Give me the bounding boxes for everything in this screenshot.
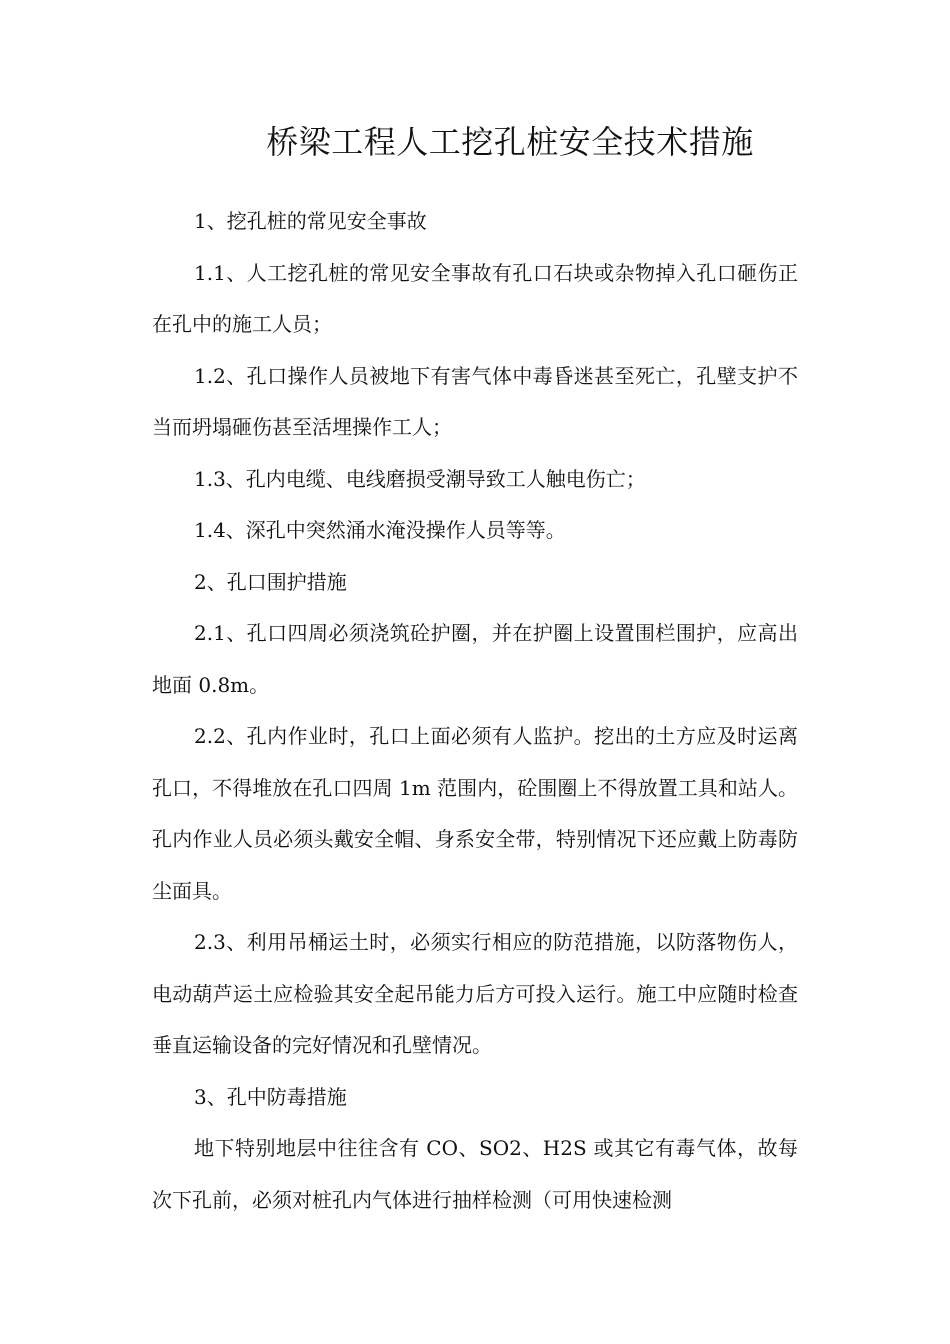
paragraph-2-3: 2.3、利用吊桶运土时，必须实行相应的防范措施，以防落物伤人，电动葫芦运土应检验其安全起吊能力后方可投入运行。施工中应随时检查垂直运输设备的完好情况和孔壁情况。: [152, 930, 798, 1057]
paragraph-1-3: 1.3、孔内电缆、电线磨损受潮导致工人触电伤亡；: [194, 466, 646, 491]
document-title: 桥梁工程人工挖孔桩安全技术措施: [266, 123, 754, 161]
paragraph-2-2: 2.2、孔内作业时，孔口上面必须有人监护。挖出的土方应及时运离孔口，不得堆放在孔口四周 1m 范围内，砼围圈上不得放置工具和站人。孔内作业人员必须头戴安全帽、身系安全带，特别情况下还应戴上防毒防尘面具。: [152, 724, 798, 903]
paragraph-1-4: 1.4、深孔中突然涌水淹没操作人员等等。: [194, 518, 566, 542]
paragraph-section-1-heading: 1、挖孔桩的常见安全事故: [194, 209, 427, 233]
paragraph-2-1: 2.1、孔口四周必须浇筑砼护圈，并在护圈上设置围栏围护，应高出地面 0.8m。: [152, 621, 798, 697]
paragraph-section-2-heading: 2、孔口围护措施: [194, 569, 347, 594]
document-body: [152, 196, 798, 1226]
paragraph-3-intro: 地下特别地层中往往含有 CO、SO2、H2S 或其它有毒气体，故每次下孔前，必须对桩孔内气体进行抽样检测（可用快速检测: [152, 1136, 798, 1212]
paragraph-1-2: 1.2、孔口操作人员被地下有害气体中毒昏迷甚至死亡，孔壁支护不当而坍塌砸伤甚至活埋操作工人；: [152, 363, 798, 439]
paragraph-1-1: 1.1、人工挖孔桩的常见安全事故有孔口石块或杂物掉入孔口砸伤正在孔中的施工人员；: [152, 260, 798, 336]
paragraph-section-3-heading: 3、孔中防毒措施: [194, 1084, 347, 1109]
